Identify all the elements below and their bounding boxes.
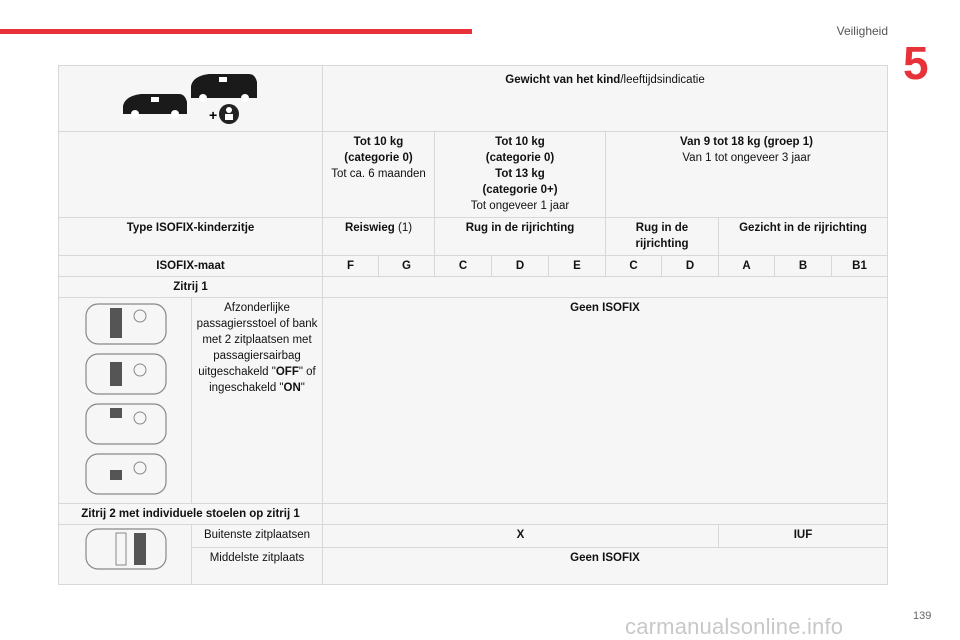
size-cell: A xyxy=(719,256,775,277)
row1-label: Zitrij 1 xyxy=(59,277,323,298)
row2-seat-diagram xyxy=(59,525,192,585)
size-cell: F xyxy=(323,256,379,277)
watermark: carmanualsonline.info xyxy=(625,614,844,639)
row2-outer-x: X xyxy=(323,525,719,548)
isofix-table xyxy=(58,65,888,585)
row2-middle-value: Geen ISOFIX xyxy=(323,548,888,585)
size-cell: C xyxy=(606,256,662,277)
row2-outer-label: Buitenste zitplaatsen xyxy=(192,525,323,548)
size-cell: B1 xyxy=(832,256,888,277)
size-cell: C xyxy=(435,256,492,277)
weight-header: Gewicht van het kind/leeftijdsindicatie xyxy=(323,66,888,132)
seat-layout-row2-icon xyxy=(80,527,170,571)
size-cell: D xyxy=(662,256,719,277)
section-title: Veiligheid xyxy=(836,24,888,38)
top-accent-bar xyxy=(0,29,472,34)
vans-illustration-cell xyxy=(59,66,323,132)
row1-seat-diagrams xyxy=(59,298,192,504)
weight-group-1: Tot 10 kg (categorie 0) Tot ca. 6 maanden xyxy=(323,132,435,218)
empty-cell xyxy=(323,277,888,298)
type-rug-1: Rug in de rijrichting xyxy=(435,218,606,256)
weight-group-2: Tot 10 kg (categorie 0) Tot 13 kg (categorie 0+) Tot ongeveer 1 jaar xyxy=(435,132,606,218)
type-label: Type ISOFIX-kinderzitje xyxy=(59,218,323,256)
chapter-number: 5 xyxy=(903,37,929,89)
row2-middle-label: Middelste zitplaats xyxy=(192,548,323,585)
empty-cell xyxy=(59,132,323,218)
type-reiswieg: Reiswieg (1) xyxy=(323,218,435,256)
row2-label: Zitrij 2 met individuele stoelen op zitrij 1 xyxy=(59,504,323,525)
row1-value: Geen ISOFIX xyxy=(323,298,888,504)
empty-cell xyxy=(323,504,888,525)
row1-description: Afzonderlijke passagiersstoel of bank met 2 zitplaatsen met passagiersairbag uitgeschakeld "OFF" of ingeschakeld "ON" xyxy=(192,298,323,504)
size-cell: G xyxy=(379,256,435,277)
size-label: ISOFIX-maat xyxy=(59,256,323,277)
size-cell: B xyxy=(775,256,832,277)
size-cell: E xyxy=(549,256,606,277)
vans-airbag-icon xyxy=(121,68,261,128)
seat-layout-icons xyxy=(80,300,170,500)
type-gezicht: Gezicht in de rijrichting xyxy=(719,218,888,256)
size-cell: D xyxy=(492,256,549,277)
page-number: 139 xyxy=(913,610,932,622)
weight-group-3: Van 9 tot 18 kg (groep 1) Van 1 tot ongeveer 3 jaar xyxy=(606,132,888,218)
type-rug-2: Rug in de rijrichting xyxy=(606,218,719,256)
row2-outer-iuf: IUF xyxy=(719,525,888,548)
svg-text:+: + xyxy=(208,107,217,123)
